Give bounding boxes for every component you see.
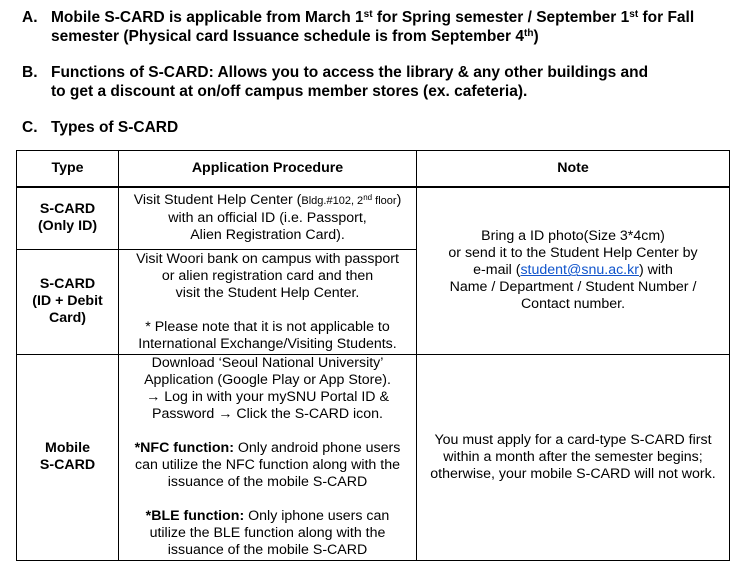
item-c-line1: Types of S-CARD	[51, 119, 179, 136]
email-link[interactable]: student@snu.ac.kr	[520, 262, 639, 279]
type-cell-scard-only-id: S-CARD (Only ID)	[17, 187, 119, 249]
procedure-cell-mobile-scard: Download ‘Seoul National University’ Application (Google Play or App Store). → Log in with your mySNU Portal ID & Password → Click the S-CARD icon. *NFC function: Only android phone users can utilize the NFC function along with the issuance of the mobile S-CARD *BLE function: Only iphone users can utilize the BLE function along with the issuance of the mobile S-CARD	[119, 354, 417, 560]
header-type: Type	[17, 151, 119, 188]
item-c-label: C.	[22, 119, 38, 136]
ble-function-title: *BLE function:	[145, 508, 245, 524]
table-row	[17, 354, 730, 560]
item-b-text	[51, 63, 741, 101]
item-a-label: A.	[22, 9, 38, 26]
scard-types-table	[16, 150, 730, 561]
item-c-text	[51, 118, 741, 137]
note-cell-physical-cards: Bring a ID photo(Size 3*4cm) or send it to the Student Help Center by e-mail (student@snu.ac.kr) with Name / Department / Student Number / Contact number.	[417, 187, 730, 354]
type-cell-mobile-scard: Mobile S-CARD	[17, 354, 119, 560]
header-note: Note	[417, 151, 730, 188]
procedure-cell-scard-only-id: Visit Student Help Center (Bldg.#102, 2nd floor) with an official ID (i.e. Passport, Alien Registration Card).	[119, 187, 417, 249]
procedure-cell-scard-id-debit: Visit Woori bank on campus with passport or alien registration card and then visit the Student Help Center. * Please note that it is not applicable to International Exchange/Visiting Students.	[119, 249, 417, 354]
item-b-label: B.	[22, 64, 38, 81]
item-a-line2: semester (Physical card Issuance schedule is from September 4th)	[51, 28, 539, 45]
item-a-line1: Mobile S-CARD is applicable from March 1st for Spring semester / September 1st for Fall	[51, 9, 695, 26]
item-b-line2: to get a discount at on/off campus member stores (ex. cafeteria).	[51, 83, 528, 100]
table-header-row	[17, 151, 730, 188]
table-row	[17, 187, 730, 249]
type-cell-scard-id-debit: S-CARD (ID + Debit Card)	[17, 249, 119, 354]
note-cell-mobile-scard: You must apply for a card-type S-CARD first within a month after the semester begins; otherwise, your mobile S-CARD will not work.	[417, 354, 730, 560]
nfc-function-title: *NFC function:	[134, 440, 234, 456]
item-b-line1: Functions of S-CARD: Allows you to access the library & any other buildings and	[51, 64, 649, 81]
item-a-text	[51, 8, 741, 46]
header-procedure: Application Procedure	[119, 151, 417, 188]
